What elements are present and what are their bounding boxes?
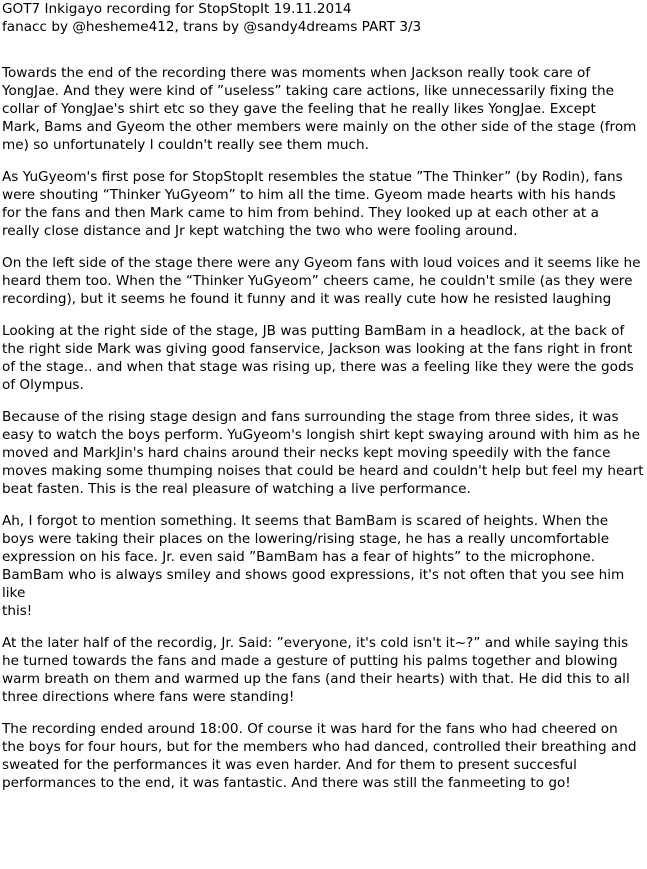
spacer <box>2 308 647 322</box>
paragraph-4: Looking at the right side of the stage, JB was putting BamBam in a headlock, at the back of the right side Mark was giving good fanservice, Jackson was looking at the fans right in front of the stage.. and when that stage was rising up, there was a feeling like they were the gods of Olympus. <box>2 323 634 393</box>
spacer <box>2 620 647 634</box>
spacer <box>2 240 647 254</box>
paragraph-3: On the left side of the stage there were any Gyeom fans with loud voices and it seems like he heard them too. When the “Thinker YuGyeom” cheers came, he couldn't smile (as they were recording), but it seems he found it funny and it was really cute how he resisted laughing <box>2 255 641 307</box>
paragraph-2: As YuGyeom's first pose for StopStopIt resembles the statue ”The Thinker” (by Rodin), fans were shouting “Thinker YuGyeom” to him all the time. Gyeom made hearts with his hands for the fans and then Mark came to him from behind. They looked up at each other at a really close distance and Jr kept watching the two who were fooling around. <box>2 169 623 239</box>
paragraph-5: Because of the rising stage design and fans surrounding the stage from three sides, it was easy to watch the boys perform. YuGyeom's longish shirt kept swaying around with him as he moved and MarkJin's hard chains around their necks kept moving speedily with the fance moves making some thumping noises that could be heard and couldn't help but feel my heart beat fasten. This is the real pleasure of watching a live performance. <box>2 409 644 497</box>
paragraph-6: Ah, I forgot to mention something. It seems that BamBam is scared of heights. When the boys were taking their places on the lowering/rising stage, he has a really uncomfortable expression on his face. Jr. even said ”BamBam has a fear of hights” to the microphone. BamBam who is always smiley and shows good expressions, it's not often that you see him like this! <box>2 513 625 619</box>
document-header <box>2 0 647 36</box>
spacer <box>2 154 647 168</box>
document-title: GOT7 Inkigayo recording for StopStopIt 19.11.2014 <box>2 1 352 17</box>
paragraph-8: The recording ended around 18:00. Of course it was hard for the fans who had cheered on the boys for four hours, but for the members who had danced, controlled their breathing and sweated for the performances it was even harder. And for them to present succesful performances to the end, it was fantastic. And there was still the fanmeeting to go! <box>2 721 637 791</box>
paragraph-7: At the later half of the recordig, Jr. Said: ”everyone, it's cold isn't it~?” and while saying this he turned towards the fans and made a gesture of putting his palms together and blowing warm breath on them and warmed up the fans (and their hearts) with that. He did this to all three directions where fans were standing! <box>2 635 630 705</box>
spacer <box>2 36 647 64</box>
spacer <box>2 394 647 408</box>
spacer <box>2 706 647 720</box>
document-credits: fanacc by @hesheme412, trans by @sandy4dreams PART 3/3 <box>2 19 422 35</box>
spacer <box>2 498 647 512</box>
paragraph-1: Towards the end of the recording there was moments when Jackson really took care of YongJae. And they were kind of ”useless” taking care actions, like unnecessarily fixing the collar of YongJae's shirt etc so they gave the feeling that he really likes YongJae. Except Mark, Bams and Gyeom the other members were mainly on the other side of the stage (from me) so unfortunately I couldn't really see them much. <box>2 65 637 153</box>
